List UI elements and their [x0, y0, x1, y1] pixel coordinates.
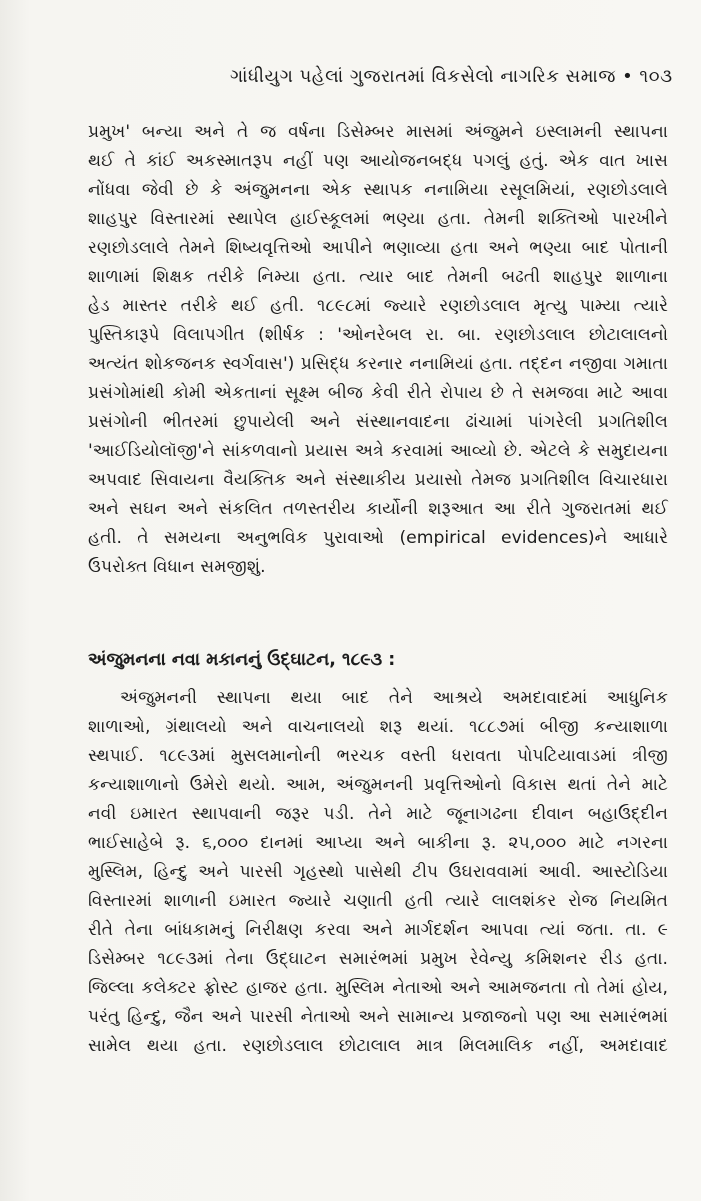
- text-line: 'આઈડિયોલૉજી'ને સાંકળવાનો પ્રયાસ અત્રે કરવામાં આવ્યો છે. એટલે કે સમુદાયના: [88, 441, 668, 461]
- text-line: ભાઈસાહેબે રૂ. ૬,૦૦૦ દાનમાં આપ્યા અને બાકીના રૂ. ૨૫,૦૦૦ માટે નગરના: [88, 833, 668, 853]
- text-line: અપવાદ સિવાયના વૈયક્તિક અને સંસ્થાકીય પ્રયાસો તેમજ પ્રગતિશીલ વિચારધારા: [88, 470, 668, 490]
- text-line: હતી. તે સમયના અનુભવિક પુરાવાઓ (empirical evidences)ને આધારે: [88, 528, 668, 548]
- text-line: પ્રસંગોમાંથી કોમી એકતાનાં સૂક્ષ્મ બીજ કેવી રીતે રોપાય છે તે સમજવા માટે આવા: [88, 383, 668, 403]
- text-line: પરંતુ હિન્દુ, જૈન અને પારસી નેતાઓ અને સામાન્ય પ્રજાજનો પણ આ સમારંભમાં: [88, 1007, 668, 1027]
- running-head: ગાંધીયુગ પહેલાં ગુજરાતમાં વિકસેલો નાગરિક સમાજ • ૧૦૩: [230, 66, 673, 87]
- text-line: હેડ માસ્તર તરીકે થઈ હતી. ૧૮૯૮માં જ્યારે રણછોડલાલ મૃત્યુ પામ્યા ત્યારે: [88, 296, 668, 316]
- text-line: સામેલ થયા હતા. રણછોડલાલ છોટાલાલ માત્ર મિલમાલિક નહીં, અમદાવાદ: [88, 1036, 668, 1056]
- text-line: અત્યંત શોકજનક સ્વર્ગવાસ') પ્રસિદ્ધ કરનાર નનામિયાં હતા. તદ્દન નજીવા ગમાતા: [88, 354, 668, 374]
- text-line: રીતે તેના બાંધકામનું નિરીક્ષણ કરવા અને માર્ગદર્શન આપવા ત્યાં જતા. તા. ૯: [88, 920, 668, 940]
- text-line: શાળાઓ, ગ્રંથાલયો અને વાચનાલયો શરૂ થયાં. ૧૮૮૭માં બીજી કન્યાશાળા: [88, 717, 668, 737]
- text-line: પ્રમુખ' બન્યા અને તે જ વર્ષના ડિસેમ્બર માસમાં અંજુમને ઇસ્લામની સ્થાપના: [88, 122, 668, 142]
- text-line: કન્યાશાળાનો ઉમેરો થયો. આમ, અંજુમનની પ્રવૃત્તિઓનો વિકાસ થતાં તેને માટે: [88, 775, 668, 795]
- text-line: શાહપુર વિસ્તારમાં સ્થાપેલ હાઈસ્કૂલમાં ભણ્યા હતા. તેમની શક્તિઓ પારખીને: [88, 209, 668, 229]
- text-line: પ્રસંગોની ભીતરમાં છુપાયેલી અને સંસ્થાનવાદના ઢાંચામાં પાંગરેલી પ્રગતિશીલ: [88, 412, 668, 432]
- text-line: અંજુમનની સ્થાપના થયા બાદ તેને આશ્રયે અમદાવાદમાં આધુનિક: [120, 688, 668, 708]
- text-line: રણછોડલાલે તેમને શિષ્યવૃત્તિઓ આપીને ભણાવ્યા હતા અને ભણ્યા બાદ પોતાની: [88, 238, 668, 258]
- paragraph-2: [88, 684, 668, 1061]
- text-line: મુસ્લિમ, હિન્દુ અને પારસી ગૃહસ્થો પાસેથી ટીપ ઉઘરાવવામાં આવી. આસ્ટોડિયા: [88, 862, 668, 882]
- text-line: જિલ્લા કલેક્ટર ફ્રોસ્ટ હાજર હતા. મુસ્લિમ નેતાઓ અને આમજનતા તો તેમાં હોય,: [88, 978, 668, 998]
- text-line: શાળામાં શિક્ષક તરીકે નિમ્યા હતા. ત્યાર બાદ તેમની બઢતી શાહપુર શાળાના: [88, 267, 668, 287]
- section-heading: અંજુમનના નવા મકાનનું ઉદ્‌ઘાટન, ૧૮૯૩ :: [88, 650, 396, 670]
- text-line: અને સઘન અને સંકલિત તળસ્તરીય કાર્યોની શરૂઆત આ રીતે ગુજરાતમાં થઈ: [88, 499, 668, 519]
- text-line: વિસ્તારમાં શાળાની ઇમારત જ્યારે ચણાતી હતી ત્યારે લાલશંકર રોજ નિયમિત: [88, 891, 668, 911]
- text-line: નોંધવા જેવી છે કે અંજુમનના એક સ્થાપક નનામિયા રસૂલમિયાં, રણછોડલાલે: [88, 180, 668, 200]
- text-line: સ્થપાઈ. ૧૮૯૩માં મુસલમાનોની ભરચક વસ્તી ધરાવતા પોપટિયાવાડમાં ત્રીજી: [88, 746, 668, 766]
- text-line: થઈ તે કાંઈ અકસ્માતરૂપ નહીં પણ આયોજનબદ્ધ પગલું હતું. એક વાત ખાસ: [88, 151, 668, 171]
- text-line: ઉપરોક્ત વિધાન સમજીશું.: [88, 557, 266, 577]
- text-line: ડિસેમ્બર ૧૮૯૩માં તેના ઉદ્‌ઘાટન સમારંભમાં પ્રમુખ રેવેન્યુ કમિશનર રીડ હતા.: [88, 949, 668, 969]
- text-line: પુસ્તિકારૂપે વિલાપગીત (શીર્ષક : 'ઓનરેબલ રા. બા. રણછોડલાલ છોટાલાલનો: [88, 325, 668, 345]
- text-line: નવી ઇમારત સ્થાપવાની જરૂર પડી. તેને માટે જૂનાગઢના દીવાન બહાઉદ્દીન: [88, 804, 668, 824]
- paragraph-1: [88, 118, 668, 582]
